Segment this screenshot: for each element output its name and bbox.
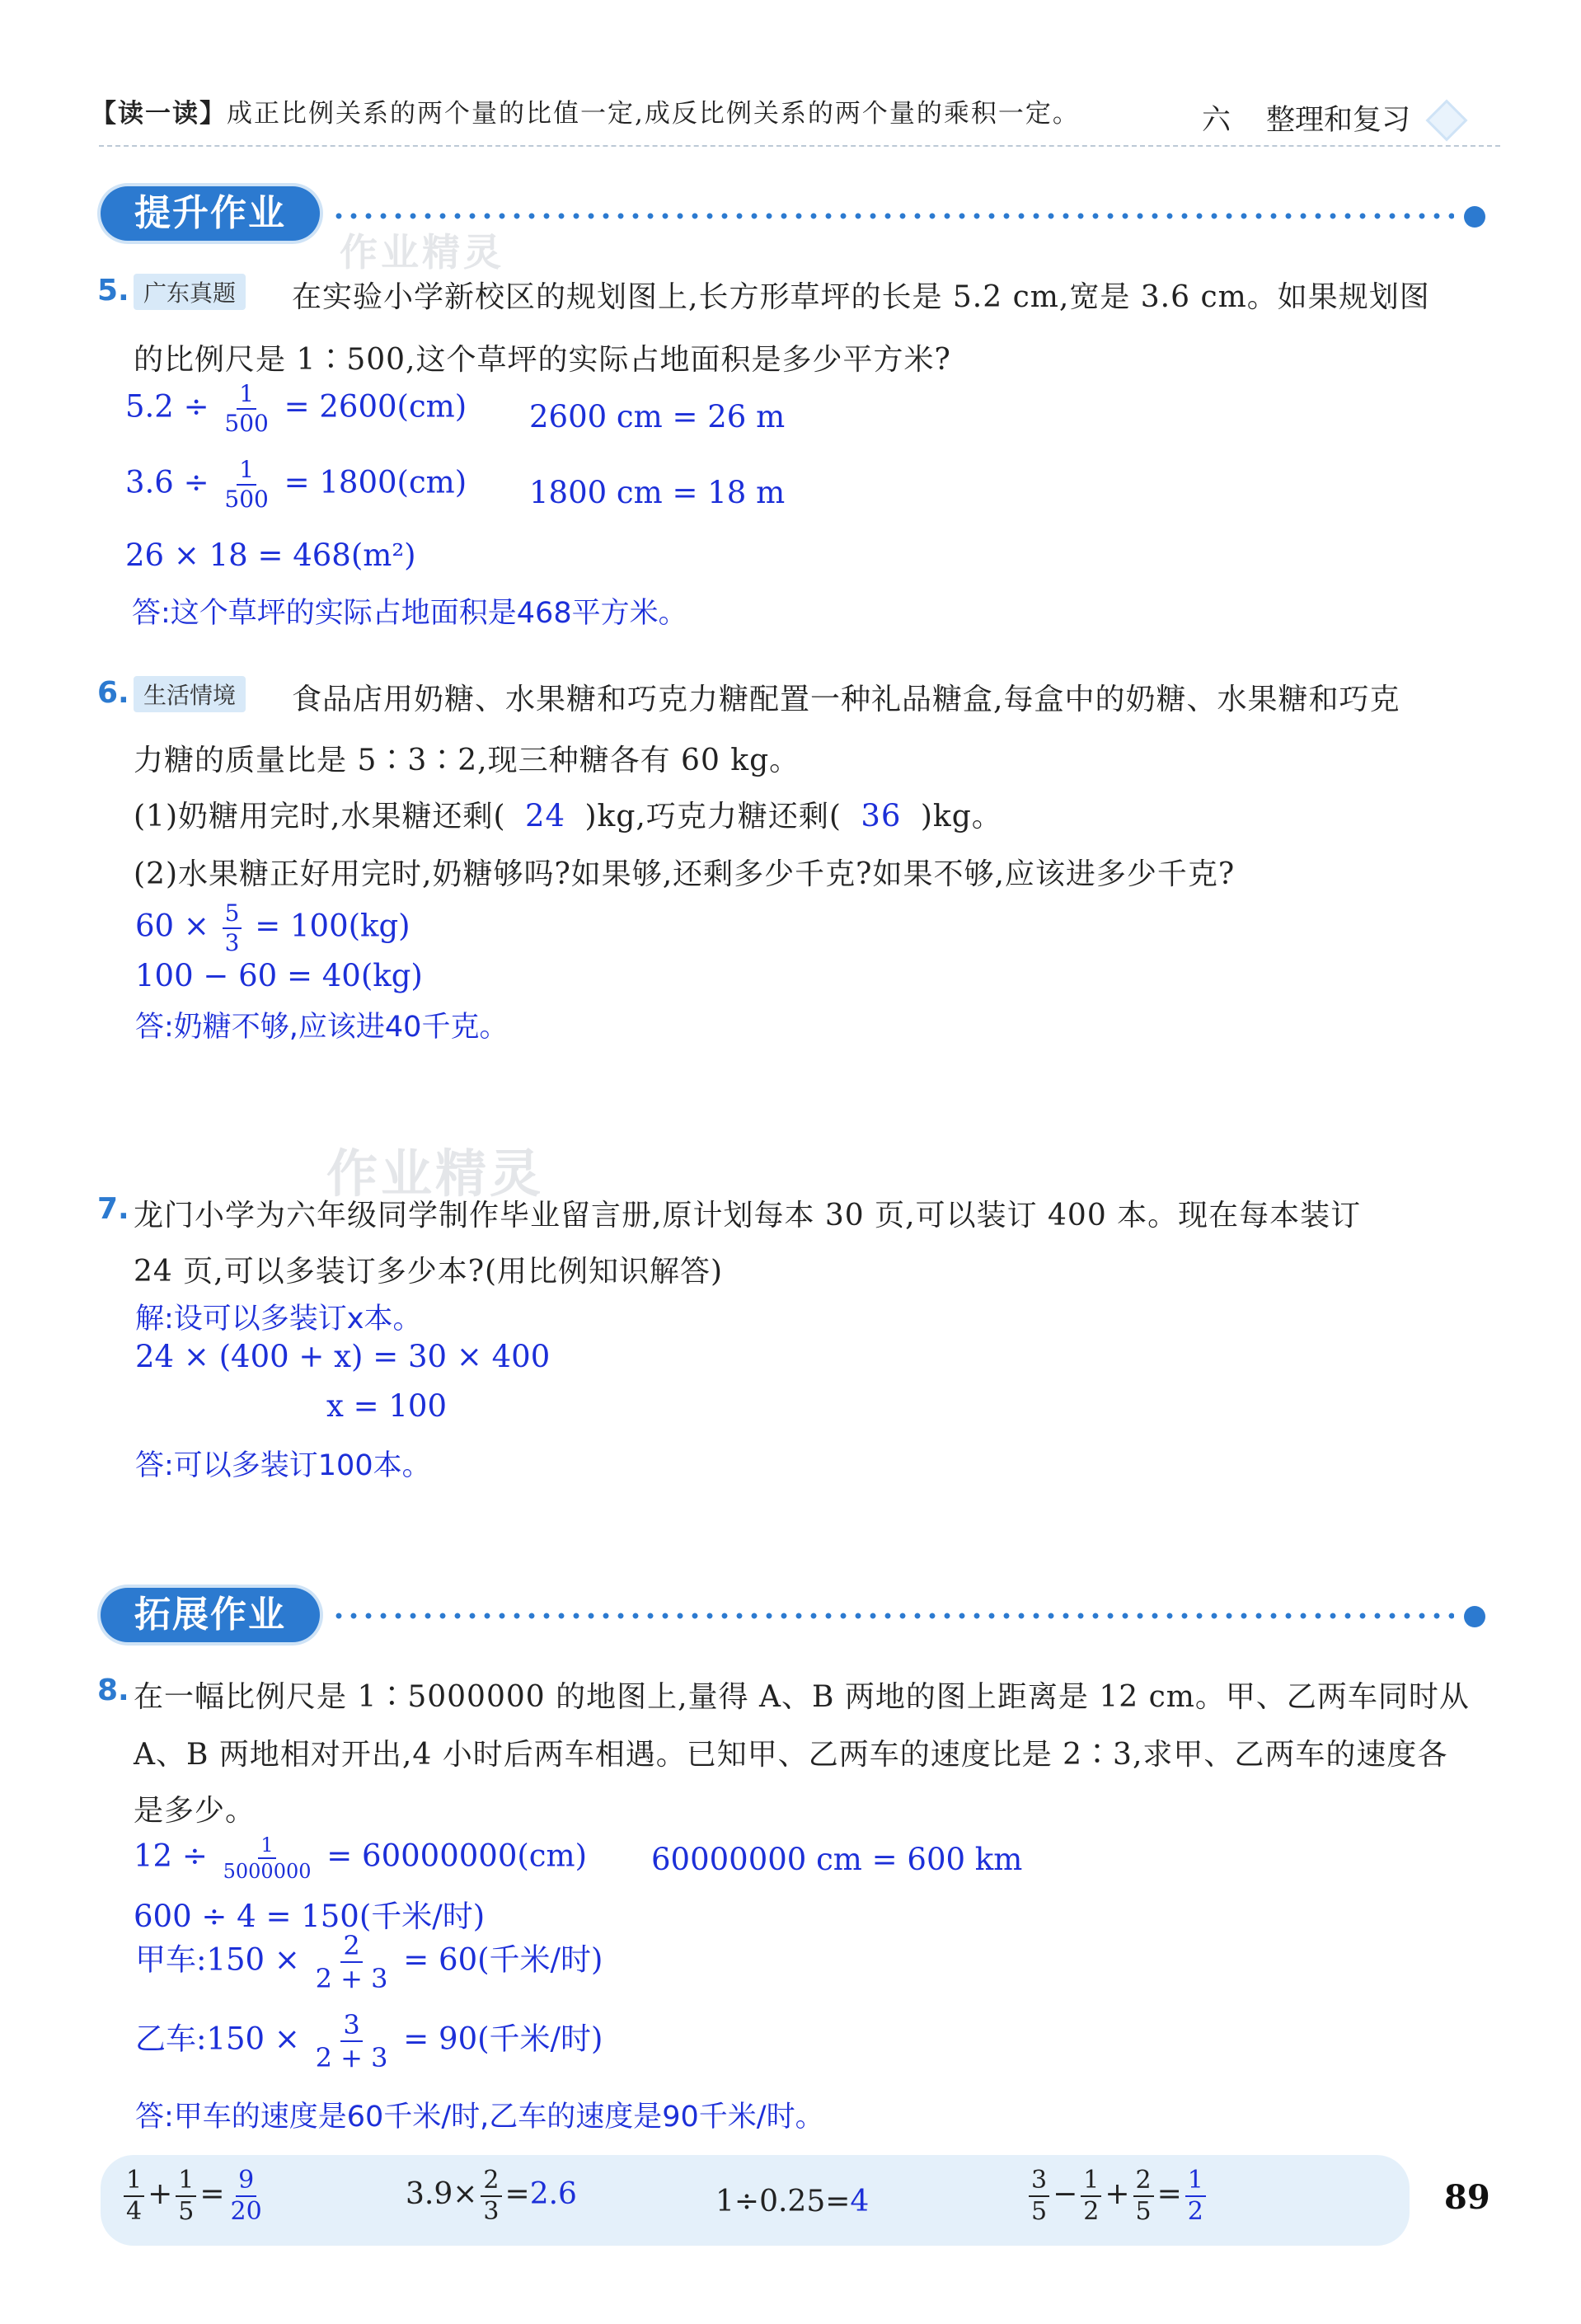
answer-expr: 5.2 ÷ <box>125 388 209 425</box>
question-text: A、B 两地相对开出,4 小时后两车相遇。已知甲、乙两车的速度比是 2∶3,求甲、乙两车的速度各 <box>134 1738 1448 1772</box>
answer-expr: 乙车:150 × <box>135 2021 300 2057</box>
numerator: 1 <box>176 2168 196 2197</box>
section-dot-end <box>1464 206 1485 228</box>
numerator: 3 <box>340 2012 362 2042</box>
answer-line: 100 − 60 = 40(kg) <box>135 958 423 993</box>
section-dotted-line <box>331 213 1454 219</box>
chapter-diamond-icon <box>1426 100 1468 142</box>
question-tag: 生活情境 <box>134 676 246 712</box>
answer-line <box>125 458 467 511</box>
answer-line: 600 ÷ 4 = 150(千米/时) <box>134 1899 486 1934</box>
denominator: 2 + 3 <box>315 2042 388 2073</box>
expression: 3.9× <box>406 2177 478 2211</box>
chapter-title: 整理和复习 <box>1266 104 1411 137</box>
answer-line <box>135 1932 603 1992</box>
fraction <box>223 899 242 956</box>
answer-expr: = 100(kg) <box>255 908 410 944</box>
denominator: 2 <box>1083 2197 1100 2226</box>
section-dotted-line <box>331 1613 1454 1619</box>
operator: + <box>148 2177 173 2211</box>
question-text: 力糖的质量比是 5∶3∶2,现三种糖各有 60 kg。 <box>134 744 800 777</box>
answer-expr: 3.6 ÷ <box>125 464 209 500</box>
fraction-answer <box>1185 2168 1206 2224</box>
numerator: 1 <box>258 1835 275 1859</box>
expression: 1÷0.25= <box>715 2185 851 2218</box>
answer-sentence: 答:这个草坪的实际占地面积是468平方米。 <box>132 597 687 630</box>
question-number: 6. <box>97 676 129 710</box>
watermark: 作业精灵 <box>340 230 504 275</box>
sub-question <box>134 793 1002 835</box>
chapter-number: 六 <box>1202 104 1231 137</box>
numerator: 1 <box>237 383 256 410</box>
question-number: 7. <box>97 1192 129 1226</box>
reading-tip <box>91 92 1080 129</box>
answer-line: 26 × 18 = 468(m²) <box>125 538 416 573</box>
question-text: 在一幅比例尺是 1∶5000000 的地图上,量得 A、B 两地的图上距离是 12 cm。甲、乙两车同时从 <box>134 1680 1470 1714</box>
question-tag: 广东真题 <box>134 274 246 310</box>
fill-answer: 36 <box>861 798 902 833</box>
watermark: 作业精灵 <box>326 1143 545 1204</box>
answer-line: 24 × (400 + x) = 30 × 400 <box>135 1339 551 1374</box>
denominator: 5 <box>1135 2197 1152 2226</box>
question-text: 在实验小学新校区的规划图上,长方形草坪的长是 5.2 cm,宽是 3.6 cm。如果规划图 <box>292 280 1430 314</box>
answer-conversion: 2600 cm = 26 m <box>529 399 786 434</box>
numerator: 1 <box>1185 2168 1206 2197</box>
operator: + <box>1105 2177 1130 2211</box>
denominator: 3 <box>224 929 240 956</box>
denominator: 500 <box>224 486 269 513</box>
denominator: 2 + 3 <box>315 1963 388 1994</box>
numerator: 9 <box>236 2168 256 2197</box>
numerator: 1 <box>124 2168 144 2197</box>
question-number: 5. <box>97 274 129 308</box>
denominator: 20 <box>230 2197 262 2226</box>
numerator: 1 <box>1081 2168 1101 2197</box>
answer-line <box>135 899 410 956</box>
section-banner-extend: 拓展作业 <box>101 1588 320 1642</box>
question-text: 龙门小学为六年级同学制作毕业留言册,原计划每本 30 页,可以装订 400 本。现在每本装订 <box>134 1199 1362 1232</box>
answer-setup: 解:设可以多装订x本。 <box>135 1303 422 1336</box>
sub-question-text: )kg。 <box>920 800 1002 833</box>
operator: = <box>199 2177 225 2211</box>
answer-line: x = 100 <box>326 1388 448 1424</box>
fill-answer: 24 <box>524 798 566 833</box>
numerator: 1 <box>237 458 256 486</box>
question-number: 8. <box>97 1674 129 1707</box>
answer-expr: = 60000000(cm) <box>326 1838 588 1874</box>
answer: 2.6 <box>529 2177 577 2211</box>
answer-expr: 12 ÷ <box>134 1838 208 1874</box>
header-divider <box>99 145 1500 147</box>
question-text: 的比例尺是 1∶500,这个草坪的实际占地面积是多少平方米? <box>134 343 951 377</box>
denominator: 5 <box>1031 2197 1048 2226</box>
reading-tip-label: 【读一读】 <box>91 99 227 129</box>
answer-expr: = 60(千米/时) <box>403 1941 603 1978</box>
section-banner-improve: 提升作业 <box>101 186 320 241</box>
answer-conversion: 60000000 cm = 600 km <box>651 1842 1023 1877</box>
fraction <box>1029 2168 1049 2224</box>
question-text: 是多少。 <box>134 1794 256 1828</box>
mental-math-item <box>406 2168 577 2224</box>
question-text: 24 页,可以多装订多少本?(用比例知识解答) <box>134 1255 724 1289</box>
denominator: 500 <box>224 410 269 437</box>
answer-sentence: 答:奶糖不够,应该进40千克。 <box>135 1011 509 1044</box>
fraction <box>222 458 270 511</box>
denominator: 4 <box>126 2197 143 2226</box>
answer-line <box>134 1835 587 1881</box>
numerator: 3 <box>1029 2168 1049 2197</box>
mental-math-item <box>715 2185 869 2218</box>
sub-question-text: (1)奶糖用完时,水果糖还剩( <box>134 800 506 833</box>
answer-expr: = 1800(cm) <box>284 464 467 500</box>
fraction <box>313 2009 391 2073</box>
answer-line <box>125 380 467 437</box>
fraction <box>222 380 270 437</box>
numerator: 5 <box>223 902 242 929</box>
denominator: 2 <box>1187 2197 1203 2226</box>
page-number: 89 <box>1444 2178 1490 2217</box>
fraction <box>1133 2168 1154 2224</box>
question-text: 食品店用奶糖、水果糖和巧克力糖配置一种礼品糖盒,每盒中的奶糖、水果糖和巧克 <box>292 683 1400 716</box>
numerator: 2 <box>340 1932 362 1963</box>
denominator: 5 <box>178 2197 195 2226</box>
operator: = <box>504 2177 530 2211</box>
operator: − <box>1053 2177 1078 2211</box>
answer-sentence: 答:甲车的速度是60千米/时,乙车的速度是90千米/时。 <box>135 2101 824 2134</box>
fraction <box>124 2168 144 2224</box>
answer-expr: 60 × <box>135 908 209 944</box>
reading-tip-text: 成正比例关系的两个量的比值一定,成反比例关系的两个量的乘积一定。 <box>227 99 1080 129</box>
answer: 4 <box>850 2185 870 2218</box>
answer-conversion: 1800 cm = 18 m <box>529 475 786 510</box>
numerator: 2 <box>1133 2168 1154 2197</box>
sub-question-text: )kg,巧克力糖还剩( <box>584 800 842 833</box>
mental-math-item <box>120 2168 268 2224</box>
numerator: 2 <box>481 2168 501 2197</box>
section-dot-end <box>1464 1606 1485 1627</box>
fraction <box>481 2168 501 2224</box>
answer-sentence: 答:可以多装订100本。 <box>135 1449 431 1482</box>
mental-math-item <box>1025 2168 1209 2224</box>
fraction <box>1081 2168 1101 2224</box>
sub-question: (2)水果糖正好用完时,奶糖够吗?如果够,还剩多少千克?如果不够,应该进多少千克? <box>134 857 1236 891</box>
fraction <box>221 1835 314 1881</box>
fraction <box>176 2168 196 2224</box>
operator: = <box>1156 2177 1182 2211</box>
answer-expr: = 2600(cm) <box>284 388 467 425</box>
answer-line <box>135 2009 603 2073</box>
denominator: 3 <box>483 2197 500 2226</box>
fraction <box>313 1932 391 1992</box>
fraction-answer <box>228 2168 265 2224</box>
answer-expr: = 90(千米/时) <box>403 2021 603 2057</box>
denominator: 5000000 <box>223 1860 312 1883</box>
answer-expr: 甲车:150 × <box>135 1941 300 1978</box>
